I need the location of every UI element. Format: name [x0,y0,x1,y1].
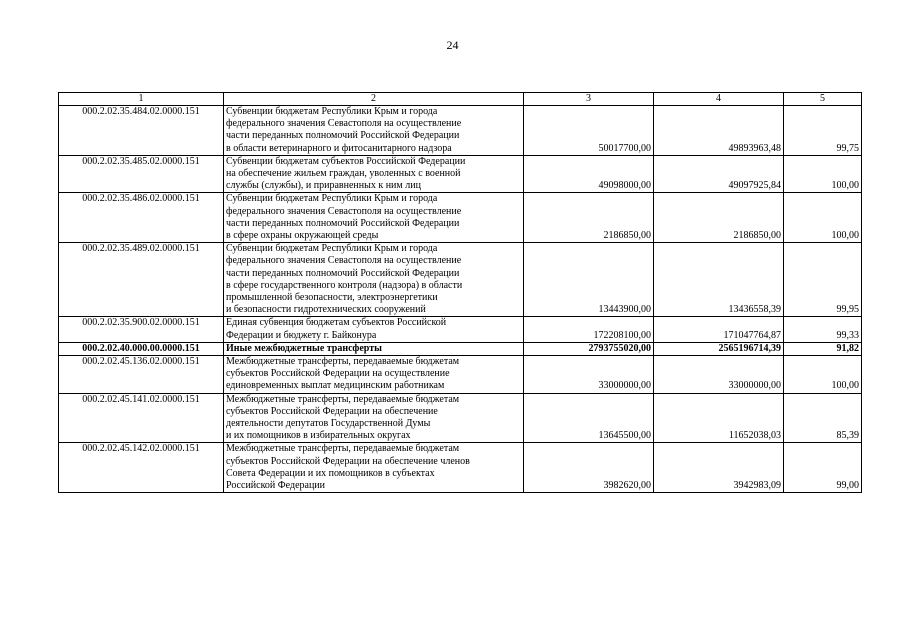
code-cell: 000.2.02.35.489.02.0000.151 [59,243,224,317]
actual-amount-cell: 49097925,84 [654,155,784,193]
percent-cell: 100,00 [784,356,862,394]
header-col-4: 4 [654,93,784,106]
name-cell: Единая субвенция бюджетам субъектов Российской Федерации и бюджету г. Байконура [224,317,524,342]
code-cell: 000.2.02.45.136.02.0000.151 [59,356,224,394]
actual-amount-cell: 11652038,03 [654,393,784,443]
table-body [59,106,862,493]
budget-table [58,92,862,493]
plan-amount-cell: 13645500,00 [524,393,654,443]
code-cell: 000.2.02.35.900.02.0000.151 [59,317,224,342]
name-cell: Межбюджетные трансферты, передаваемые бюджетам субъектов Российской Федерации на обеспечение деятельности депутатов Государственной Думы и их помощников в избирательных округах [224,393,524,443]
actual-amount-cell: 3942983,09 [654,443,784,493]
actual-amount-cell: 13436558,39 [654,243,784,317]
table-row [59,342,862,355]
actual-amount-cell: 33000000,00 [654,356,784,394]
percent-cell: 99,00 [784,443,862,493]
name-cell: Межбюджетные трансферты, передаваемые бюджетам субъектов Российской Федерации на обеспечение членов Совета Федерации и их помощников в субъектах Российской Федерации [224,443,524,493]
actual-amount-cell: 171047764,87 [654,317,784,342]
plan-amount-cell: 49098000,00 [524,155,654,193]
percent-cell: 99,75 [784,106,862,156]
header-col-5: 5 [784,93,862,106]
plan-amount-cell: 172208100,00 [524,317,654,342]
code-cell: 000.2.02.45.142.02.0000.151 [59,443,224,493]
table-row [59,443,862,493]
percent-cell: 91,82 [784,342,862,355]
code-cell: 000.2.02.40.000.00.0000.151 [59,342,224,355]
plan-amount-cell: 50017700,00 [524,106,654,156]
name-cell: Субвенции бюджетам Республики Крым и города федерального значения Севастополя на осуществление части переданных полномочий Российской Федерации в области ветеринарного и фитосанитарного надзора [224,106,524,156]
header-col-3: 3 [524,93,654,106]
name-cell: Субвенции бюджетам субъектов Российской Федерации на обеспечение жильем граждан, уволенных с военной службы (службы), и приравненных к ним лиц [224,155,524,193]
table-row [59,106,862,156]
percent-cell: 85,39 [784,393,862,443]
table-row [59,317,862,342]
plan-amount-cell: 2793755020,00 [524,342,654,355]
name-cell: Межбюджетные трансферты, передаваемые бюджетам субъектов Российской Федерации на осуществление единовременных выплат медицинским работникам [224,356,524,394]
code-cell: 000.2.02.35.485.02.0000.151 [59,155,224,193]
table-row [59,243,862,317]
code-cell: 000.2.02.35.486.02.0000.151 [59,193,224,243]
name-cell: Субвенции бюджетам Республики Крым и города федерального значения Севастополя на осуществление части переданных полномочий Российской Федерации в сфере охраны окружающей среды [224,193,524,243]
table-row [59,155,862,193]
table-row [59,193,862,243]
table-row [59,393,862,443]
plan-amount-cell: 3982620,00 [524,443,654,493]
percent-cell: 100,00 [784,155,862,193]
percent-cell: 100,00 [784,193,862,243]
percent-cell: 99,33 [784,317,862,342]
header-col-1: 1 [59,93,224,106]
plan-amount-cell: 13443900,00 [524,243,654,317]
plan-amount-cell: 2186850,00 [524,193,654,243]
actual-amount-cell: 2186850,00 [654,193,784,243]
header-row [59,93,862,106]
header-col-2: 2 [224,93,524,106]
plan-amount-cell: 33000000,00 [524,356,654,394]
page-number: 24 [446,38,459,52]
actual-amount-cell: 49893963,48 [654,106,784,156]
percent-cell: 99,95 [784,243,862,317]
code-cell: 000.2.02.35.484.02.0000.151 [59,106,224,156]
table-row [59,356,862,394]
name-cell: Иные межбюджетные трансферты [224,342,524,355]
code-cell: 000.2.02.45.141.02.0000.151 [59,393,224,443]
name-cell: Субвенции бюджетам Республики Крым и города федерального значения Севастополя на осуществление части переданных полномочий Российской Федерации в сфере государственного контроля (надзора) в области промышленной безопасности, электроэнергетики и безопасности гидротехнических сооружений [224,243,524,317]
actual-amount-cell: 2565196714,39 [654,342,784,355]
